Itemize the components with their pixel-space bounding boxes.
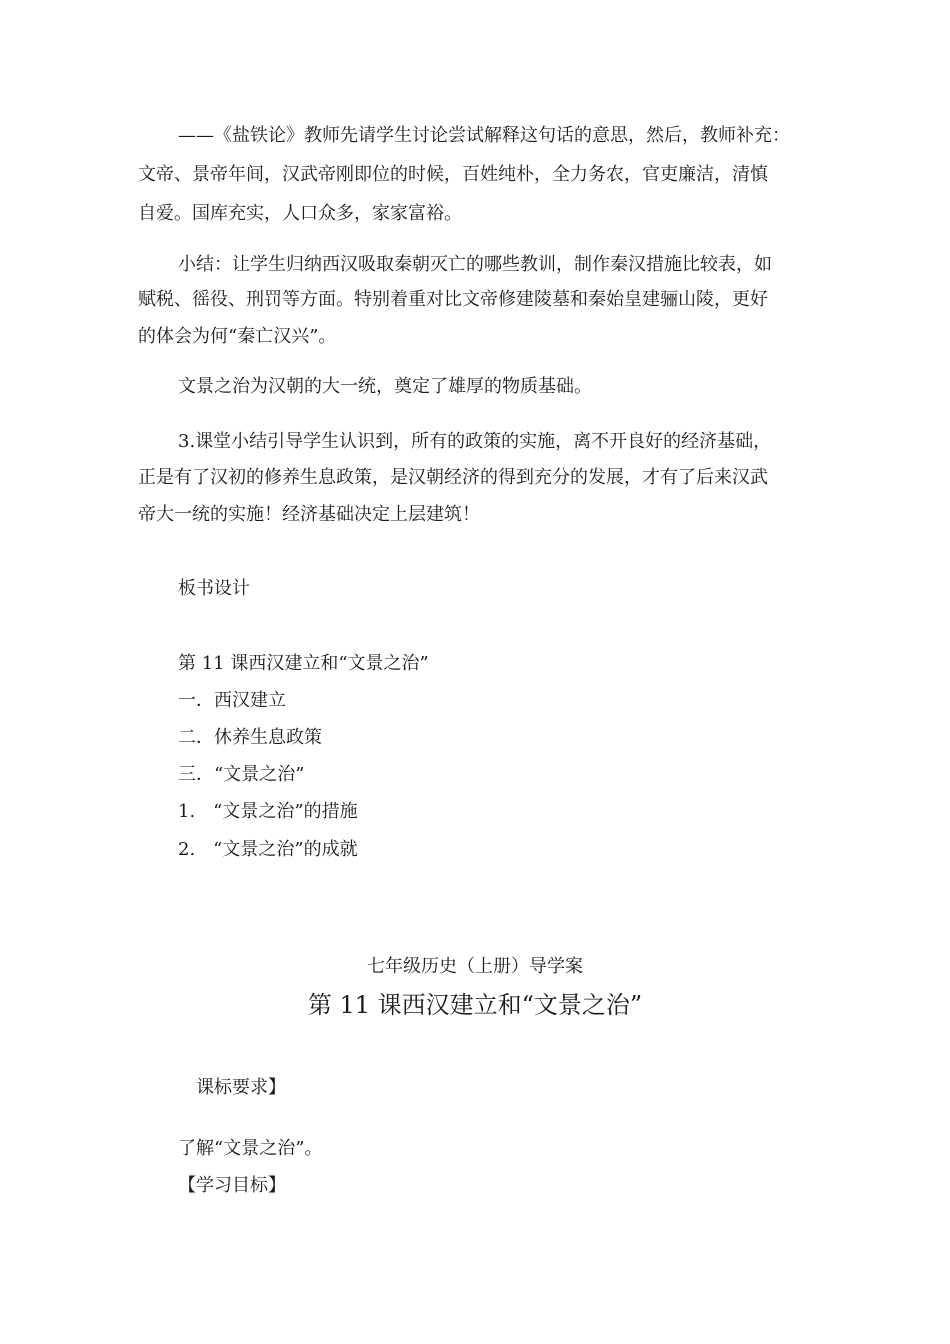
guide-title: 第 11 课西汉建立和“文景之治” (307, 991, 643, 1019)
blackboard-item: 二．休养生息政策 (178, 727, 322, 748)
standard-heading: 课标要求】 (196, 1077, 286, 1098)
blackboard-item: 三．“文景之治” (178, 764, 305, 785)
paragraph-line: 正是有了汉初的修养生息政策，是汉朝经济的得到充分的发展，才有了后来汉武 (138, 467, 768, 488)
paragraph-line: 赋税、徭役、刑罚等方面。特别着重对比文帝修建陵墓和秦始皇建骊山陵，更好 (138, 289, 768, 310)
objectives-heading: 【学习目标】 (178, 1175, 286, 1196)
paragraph-line: 文帝、景帝年间，汉武帝刚即位的时候，百姓纯朴，全力务农，官吏廉洁，清慎 (138, 164, 768, 185)
blackboard-item: 2. “文景之治”的成就 (178, 839, 358, 860)
blackboard-item: 1. “文景之治”的措施 (178, 801, 358, 822)
blackboard-item: 一．西汉建立 (178, 690, 286, 711)
guide-subtitle: 七年级历史（上册）导学案 (367, 956, 583, 977)
paragraph-line: 的体会为何“秦亡汉兴”。 (138, 326, 337, 347)
paragraph-line: 小结：让学生归纳西汉吸取秦朝灭亡的哪些教训，制作秦汉措施比较表，如 (178, 254, 772, 275)
blackboard-heading: 板书设计 (178, 578, 250, 599)
paragraph-line: ——《盐铁论》教师先请学生讨论尝试解释这句话的意思，然后，教师补充： (178, 125, 790, 146)
paragraph-line: 帝大一统的实施！经济基础决定上层建筑！ (138, 504, 480, 525)
paragraph-line: 自爱。国库充实，人口众多，家家富裕。 (138, 203, 462, 224)
standard-text: 了解“文景之治”。 (178, 1138, 323, 1159)
paragraph-line: 3.课堂小结引导学生认识到，所有的政策的实施，离不开良好的经济基础， (178, 431, 772, 452)
paragraph-line: 文景之治为汉朝的大一统，奠定了雄厚的物质基础。 (178, 376, 592, 397)
blackboard-lesson-title: 第 11 课西汉建立和“文景之治” (178, 653, 429, 674)
